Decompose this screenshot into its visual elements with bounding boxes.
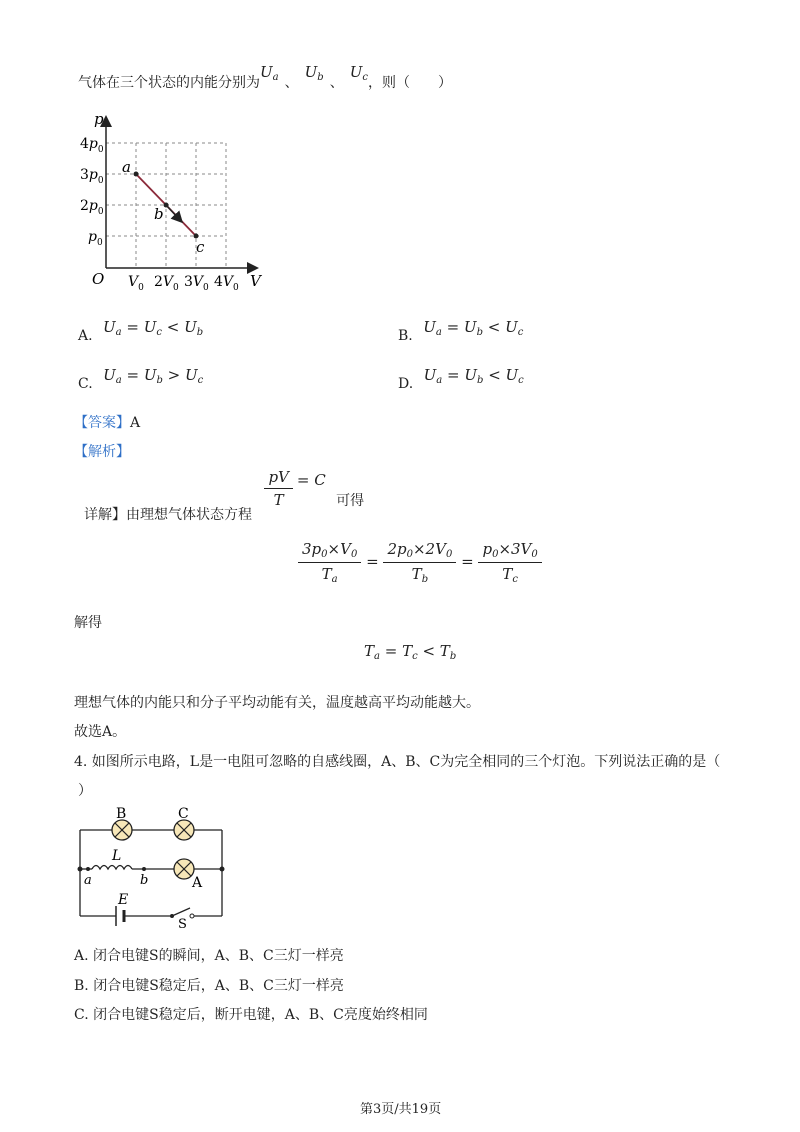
sep: 、	[284, 75, 299, 91]
point-b	[164, 203, 169, 208]
solve-label: 解得	[74, 615, 102, 631]
explain-line: 理想气体的内能只和分子平均动能有关，温度越高平均动能越大。	[74, 695, 480, 711]
lamp-c	[174, 820, 194, 840]
var-ua: $U_a$	[260, 63, 279, 83]
q3-stem-prefix: 气体在三个状态的内能分别为	[78, 75, 260, 91]
state-equation: $\frac{pV}{T}$	[264, 468, 292, 509]
label-c: C	[178, 806, 189, 822]
label-node-a: a	[84, 873, 92, 888]
y-ticks	[80, 136, 104, 248]
pv-graph	[78, 110, 278, 295]
temperature-relation: $T_a = T_c < T_b$	[364, 642, 457, 662]
y-tick: $p_0$	[88, 229, 103, 248]
q4-stem-line1: 4. 如图所示电路，L是一电阻可忽略的自感线圈，A、B、C为完全相同的三个灯泡。下列说法正确的是（	[74, 754, 721, 770]
circuit-diagram	[72, 806, 242, 928]
y-axis-label: p	[94, 110, 104, 128]
x-tick: $4V_0$	[214, 274, 239, 293]
x-tick: $3V_0$	[184, 274, 209, 293]
q4-option-a[interactable]: A. 闭合电键S的瞬间，A、B、C三灯一样亮	[74, 948, 344, 964]
detail-prefix: 详解】由理想气体状态方程	[84, 506, 252, 523]
detail-suffix: 可得	[336, 492, 365, 509]
y-tick: $4p_0$	[80, 136, 104, 155]
x-tick: $V_0$	[128, 274, 144, 293]
analysis-label: 【解析】	[74, 444, 130, 460]
node-left	[78, 867, 83, 872]
node-b	[142, 867, 146, 871]
battery	[116, 906, 124, 926]
origin-label: O	[92, 270, 105, 288]
label-node-b: b	[140, 873, 149, 888]
var-uc: $U_c$	[349, 63, 368, 83]
x-tick: $2V_0$	[154, 274, 179, 293]
page-footer: 第3页/共19页	[360, 1102, 442, 1117]
q3-stem-suffix: ，则（ ）	[367, 75, 452, 91]
x-axis-label: V	[250, 272, 261, 290]
answer-label: 【答案】	[74, 415, 130, 431]
q4-option-b[interactable]: B. 闭合电键S稳定后，A、B、C三灯一样亮	[74, 978, 344, 994]
q4-option-c[interactable]: C. 闭合电键S稳定后，断开电键，A、B、C亮度始终相同	[74, 1007, 428, 1023]
answer-value: A	[130, 415, 141, 431]
point-a-label: a	[122, 158, 131, 176]
label-a: A	[192, 875, 203, 891]
conclusion: 故选A。	[74, 724, 127, 740]
y-tick: $2p_0$	[80, 198, 104, 217]
option-d[interactable]: D. $U_a = U_b < U_c$	[398, 366, 524, 392]
label-e: E	[118, 892, 129, 908]
answer-line	[74, 412, 140, 432]
main-equation: $\frac{3p_0\times V_0}{T_a}$ = $\frac{2p_0\times 2V_0}{T_b}$ = $\frac{p_0\times 3V_0}{T_c}$	[298, 540, 542, 585]
sep: 、	[329, 75, 344, 91]
point-a	[134, 172, 139, 177]
option-c[interactable]: C. $U_a = U_b > U_c$	[78, 366, 204, 392]
option-d-expr: $U_a = U_b < U_c$	[423, 366, 524, 386]
label-l: L	[112, 848, 122, 864]
option-b-expr: $U_a = U_b < U_c$	[423, 318, 524, 338]
q3-stem	[78, 63, 452, 93]
option-c-expr: $U_a = U_b > U_c$	[103, 366, 204, 386]
option-b[interactable]: B. $U_a = U_b < U_c$	[398, 318, 524, 344]
q4-stem-line2: ）	[78, 783, 92, 799]
node-a	[86, 867, 90, 871]
point-b-label: b	[154, 205, 164, 223]
node-right	[220, 867, 225, 872]
var-ub: $U_b$	[304, 63, 324, 83]
lamp-b	[112, 820, 132, 840]
detail-line: 详解】由理想气体状态方程 $\frac{pV}{T}$ = C 可得	[84, 468, 365, 523]
label-b: B	[116, 806, 127, 822]
lamp-a	[174, 859, 194, 879]
y-tick: $3p_0$	[80, 167, 104, 186]
x-ticks	[128, 274, 239, 293]
label-s: S	[178, 917, 187, 928]
option-a[interactable]: A. $U_a = U_c < U_b$	[78, 318, 204, 344]
option-a-expr: $U_a = U_c < U_b$	[103, 318, 204, 338]
point-c-label: c	[196, 238, 205, 256]
process-arrow	[166, 205, 180, 220]
